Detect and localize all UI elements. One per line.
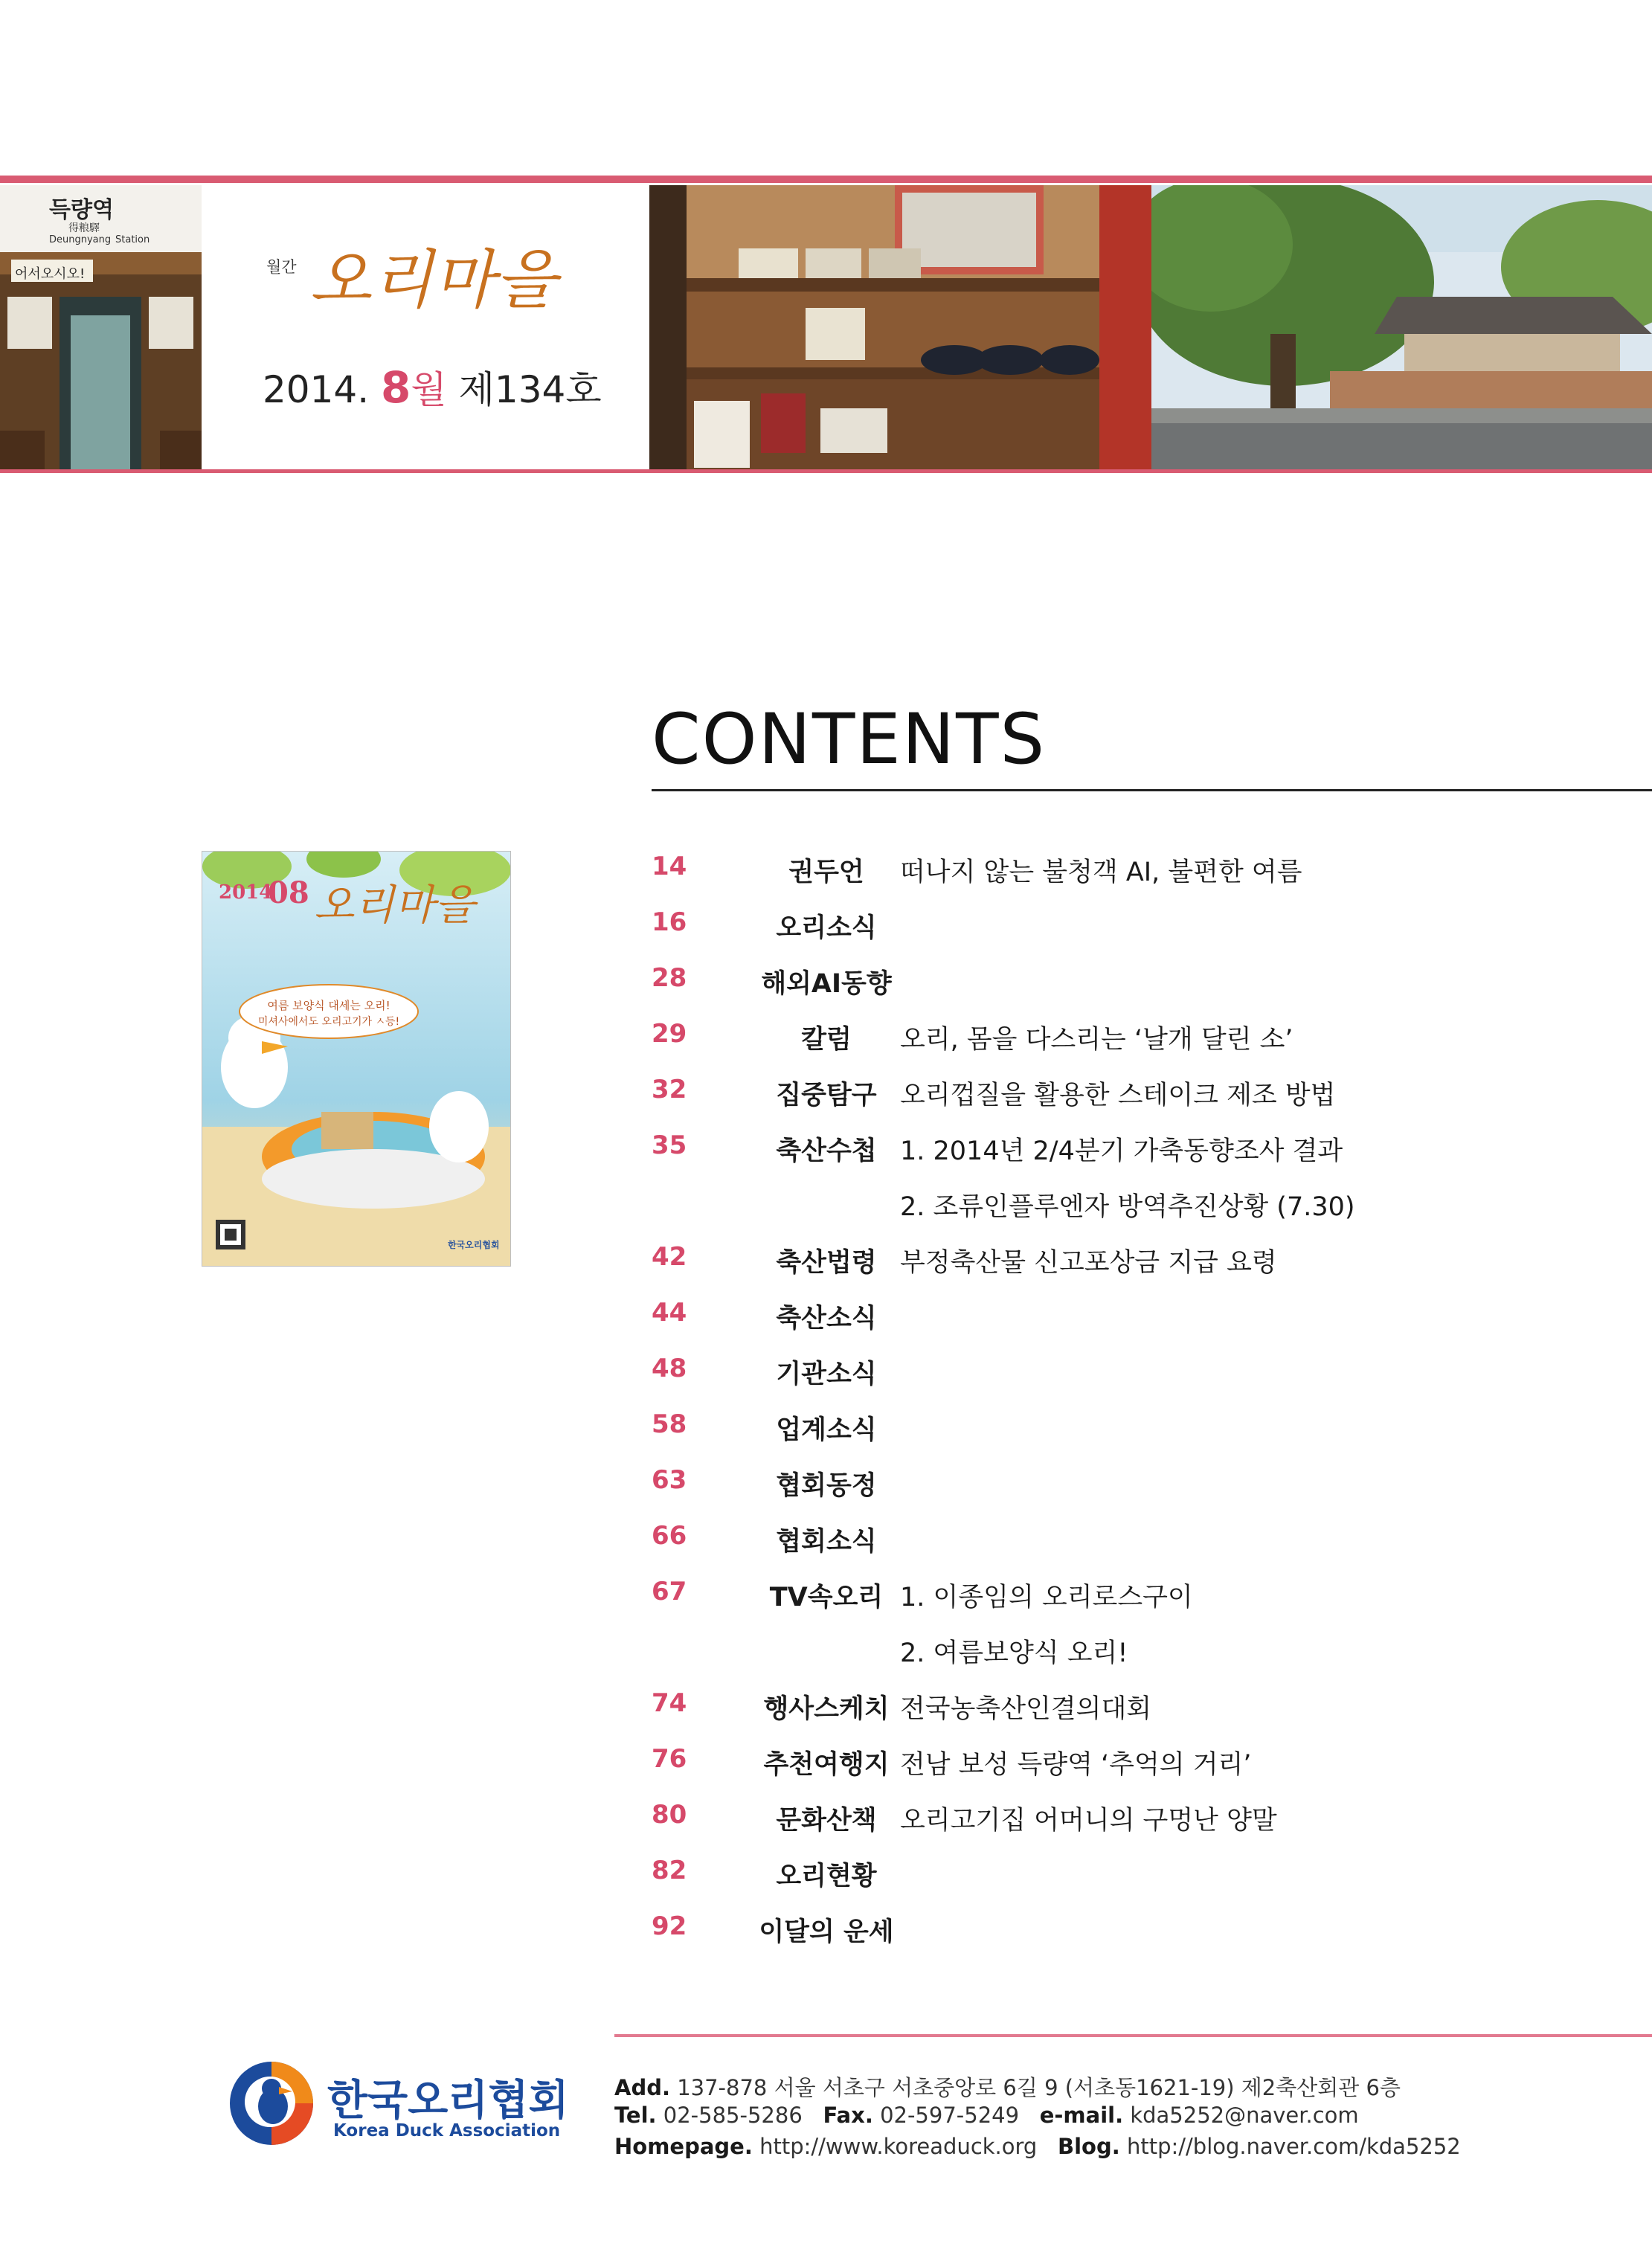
toc-page: 14 [652, 852, 687, 881]
toc-section: 해외AI동향 [761, 969, 892, 999]
toc-item-continued[interactable] [652, 1186, 1619, 1231]
toc-item[interactable] [652, 1242, 1619, 1287]
toc-desc: 오리껍질을 활용한 스테이크 제조 방법 [900, 1081, 1336, 1110]
footer-address-line [614, 2071, 1401, 2102]
cover-publisher: 한국오리협회 [448, 1240, 500, 1250]
magazine-title-block [202, 185, 649, 469]
toc-item-continued[interactable] [652, 1633, 1619, 1677]
toc-item[interactable] [652, 1354, 1619, 1398]
toc-item[interactable] [652, 1911, 1619, 1956]
magazine-prefix: 월간 [266, 258, 297, 276]
toc-page: 16 [652, 907, 687, 937]
toc-page: 80 [652, 1800, 687, 1830]
toc-page: 63 [652, 1465, 687, 1495]
toc-section: 칼럼 [801, 1025, 852, 1055]
toc-item[interactable] [652, 1744, 1619, 1789]
cover-issue: 08 [268, 875, 309, 910]
toc-desc: 부정축산물 신고포상금 지급 요령 [900, 1248, 1277, 1278]
toc-item[interactable] [652, 1075, 1619, 1119]
toc-section: 문화산책 [776, 1806, 877, 1836]
header-top-rule [0, 176, 1652, 183]
blog-link[interactable]: http://blog.naver.com/kda5252 [1126, 2134, 1461, 2159]
magazine-logo [309, 228, 556, 321]
email-label: e-mail. [1039, 2103, 1124, 2128]
toc-item[interactable] [652, 1465, 1619, 1510]
homepage-label: Homepage. [614, 2134, 753, 2159]
header-banner [0, 185, 1652, 469]
toc-section: 기관소식 [776, 1360, 877, 1389]
association-name-ko: 한국오리협회 [327, 2077, 569, 2125]
cover-title: 오리마을 [314, 881, 475, 930]
association-logo-icon [227, 2059, 316, 2148]
tel-label: Tel. [614, 2103, 657, 2128]
address-text: 137-878 서울 서초구 서초중앙로 6길 9 (서초동1621-19) 제2축산회관 6층 [677, 2075, 1401, 2100]
footer-web-line [614, 2134, 1461, 2159]
toc-section: 행사스케치 [763, 1694, 890, 1724]
toc-item[interactable] [652, 1577, 1619, 1621]
issue-line [263, 360, 602, 414]
toc-page: 58 [652, 1409, 687, 1439]
homepage-link[interactable]: http://www.koreaduck.org [759, 2134, 1038, 2159]
toc-item[interactable] [652, 1856, 1619, 1900]
toc-desc: 떠나지 않는 불청객 AI, 불편한 여름 [900, 858, 1302, 887]
cover-year: 2014 [219, 881, 273, 904]
toc-page: 28 [652, 963, 687, 993]
toc-item[interactable] [652, 1688, 1619, 1733]
toc-section: 추천여행지 [763, 1750, 890, 1780]
contents-title: CONTENTS [652, 699, 1047, 780]
toc-page: 66 [652, 1521, 687, 1551]
fax-label: Fax. [823, 2103, 873, 2128]
fax-value: 02-597-5249 [880, 2103, 1020, 2128]
toc-section: 협회동정 [776, 1471, 877, 1501]
footer-contact-line [614, 2103, 1359, 2128]
magazine-name: 오리마을 [309, 243, 557, 318]
toc-page: 32 [652, 1075, 687, 1104]
station-sign-hanja: 得粮驛 [68, 222, 100, 234]
station-sign-roman: Deungnyang [49, 234, 112, 245]
station-photo [0, 185, 202, 469]
toc-page: 35 [652, 1130, 687, 1160]
cover-thumbnail[interactable] [202, 851, 511, 1267]
address-label: Add. [614, 2075, 670, 2100]
toc-item[interactable] [652, 1019, 1619, 1064]
toc-page: 44 [652, 1298, 687, 1328]
toc-section: 집중탐구 [776, 1081, 877, 1110]
hanok-tree-photo [1151, 185, 1652, 469]
email-link[interactable]: kda5252@naver.com [1130, 2103, 1359, 2128]
toc-desc: 2. 조류인플루엔자 방역추진상황 (7.30) [900, 1192, 1355, 1222]
toc-desc: 전남 보성 득량역 ‘추억의 거리’ [900, 1750, 1252, 1780]
station-sign-roman2: Station [115, 234, 150, 245]
toc-page: 67 [652, 1577, 687, 1606]
toc-section: 축산법령 [776, 1248, 877, 1278]
toc-item[interactable] [652, 1409, 1619, 1454]
toc-section: 축산수첩 [776, 1136, 877, 1166]
toc-item[interactable] [652, 963, 1619, 1008]
toc-desc: 1. 이종임의 오리로스구이 [900, 1583, 1193, 1612]
toc-page: 29 [652, 1019, 687, 1049]
blog-label: Blog. [1058, 2134, 1120, 2159]
issue-number: 제134호 [458, 368, 602, 411]
toc-page: 92 [652, 1911, 687, 1941]
toc-desc: 오리, 몸을 다스리는 ‘날개 달린 소’ [900, 1025, 1293, 1055]
toc-item[interactable] [652, 1298, 1619, 1342]
contents-rule [652, 789, 1652, 791]
footer-rule [614, 2034, 1652, 2037]
cover-bubble-line1: 여름 보양식 대세는 오리! [267, 999, 390, 1012]
toc-item[interactable] [652, 907, 1619, 952]
museum-interior-photo [649, 185, 1151, 469]
toc-item[interactable] [652, 1130, 1619, 1175]
tel-value: 02-585-5286 [663, 2103, 803, 2128]
toc-page: 48 [652, 1354, 687, 1383]
toc-section: 오리소식 [776, 913, 877, 943]
toc-desc: 1. 2014년 2/4분기 가축동향조사 결과 [900, 1136, 1343, 1166]
toc-section: 협회소식 [776, 1527, 877, 1557]
toc-section: 이달의 운세 [759, 1917, 894, 1947]
association-name-en: Korea Duck Association [333, 2121, 561, 2140]
toc-page: 42 [652, 1242, 687, 1272]
issue-month: 8 [381, 362, 411, 413]
toc-section: 권두언 [788, 858, 864, 887]
toc-page: 74 [652, 1688, 687, 1718]
station-welcome-sign: 어서오시오! [15, 266, 86, 282]
toc-section: 오리현황 [776, 1862, 877, 1891]
toc-desc: 2. 여름보양식 오리! [900, 1638, 1128, 1668]
issue-month-suffix: 월 [411, 368, 447, 411]
toc-page: 82 [652, 1856, 687, 1885]
toc-section: 업계소식 [776, 1415, 877, 1445]
toc-desc: 전국농축산인결의대회 [900, 1694, 1152, 1724]
toc-page: 76 [652, 1744, 687, 1774]
toc-item[interactable] [652, 1521, 1619, 1566]
cover-bubble-line2: 미셔사에서도 오리고기가 ㅅ등! [257, 1016, 400, 1028]
toc-desc: 오리고기집 어머니의 구멍난 양말 [900, 1806, 1277, 1836]
toc-section: TV속오리 [769, 1583, 884, 1612]
issue-year: 2014. [263, 368, 370, 411]
toc-item[interactable] [652, 1800, 1619, 1844]
station-sign-hangul: 득량역 [49, 197, 114, 223]
toc-section: 축산소식 [776, 1304, 877, 1334]
toc-item[interactable] [652, 852, 1619, 896]
